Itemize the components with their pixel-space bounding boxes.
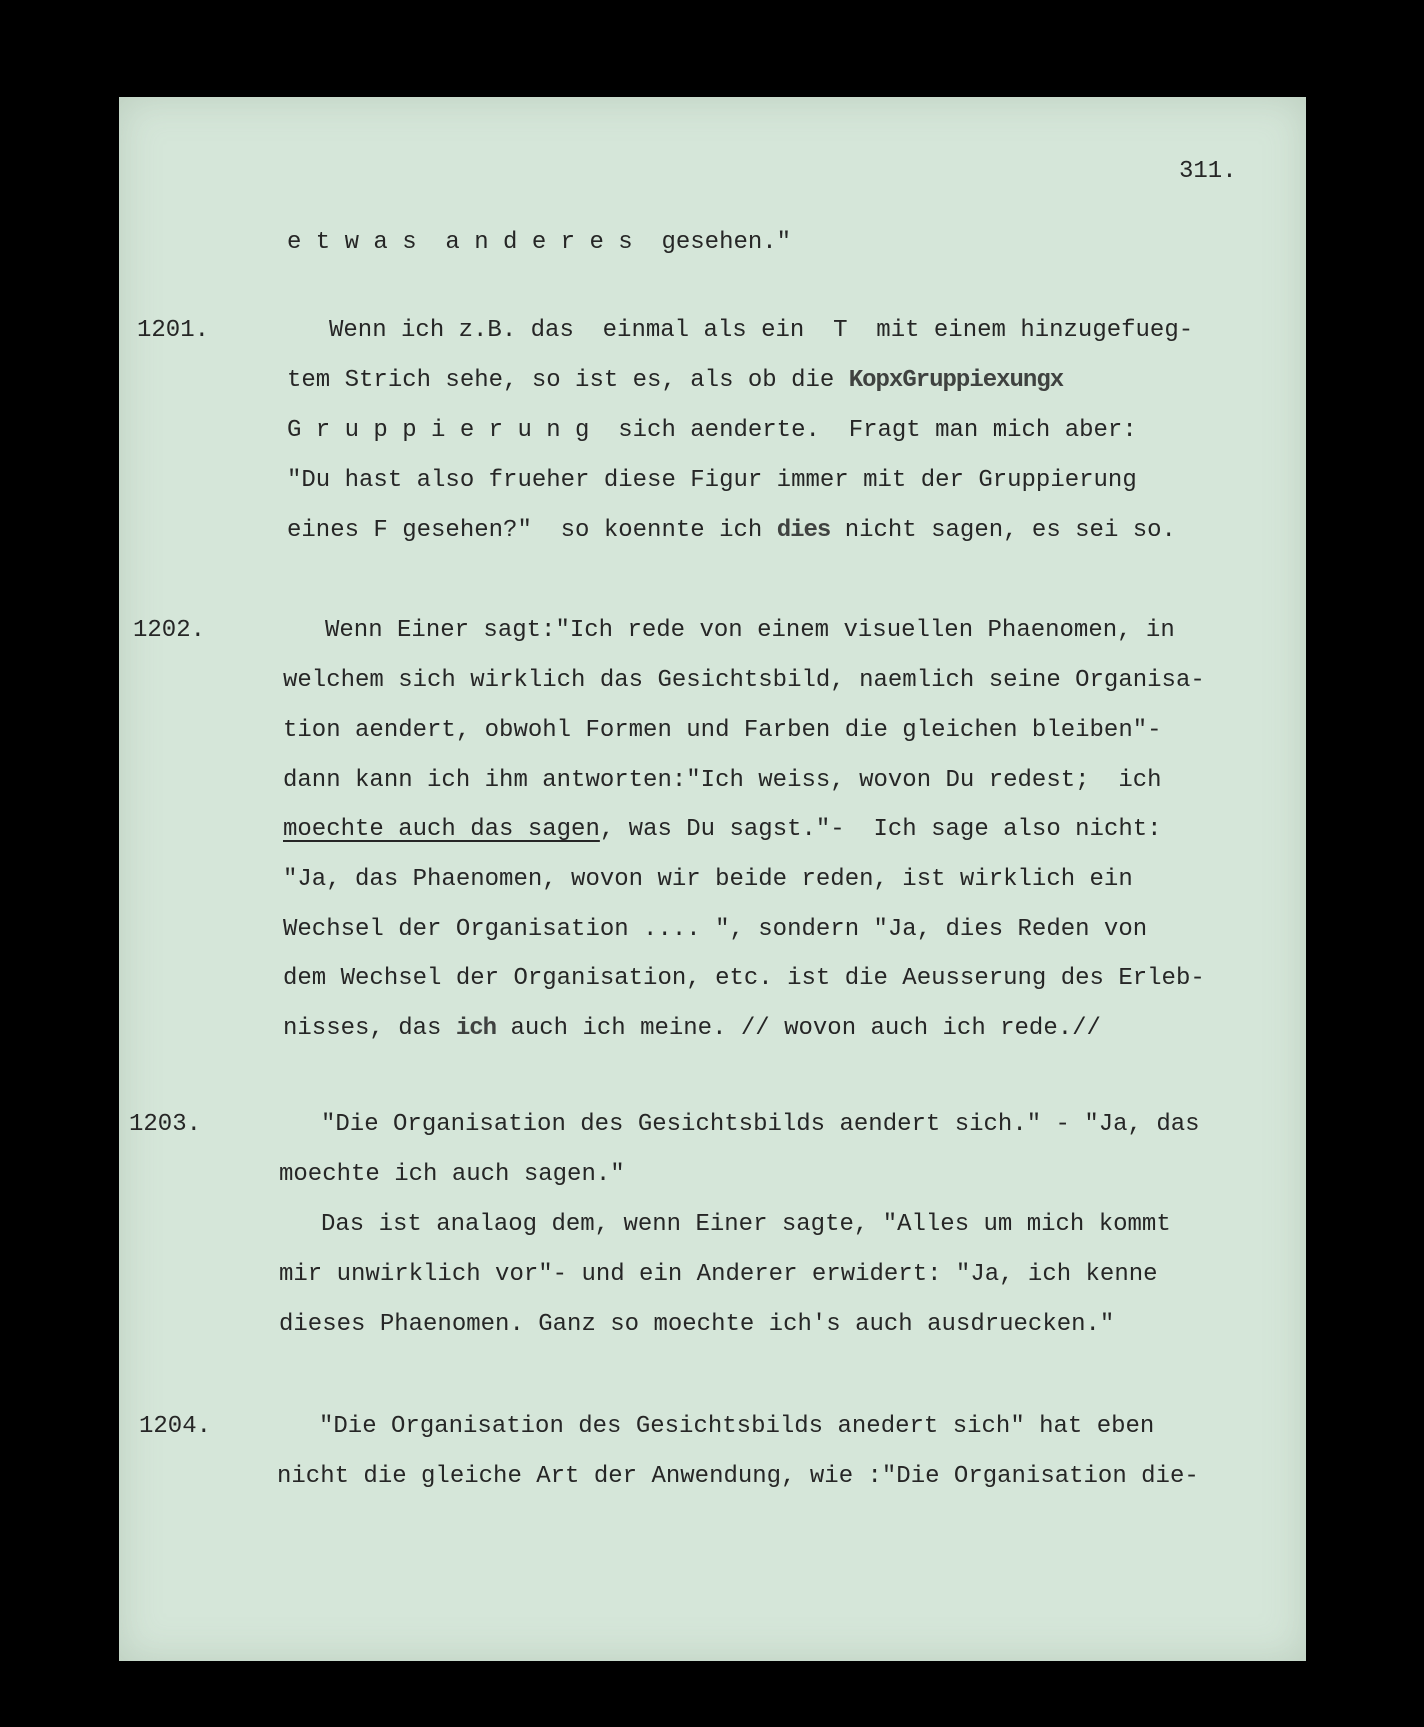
line-text: dem Wechsel der Organisation, etc. ist die Aeusserung des Erleb-: [283, 965, 1205, 992]
text-line: [119, 519, 1306, 549]
remark-1201-line: [119, 319, 1306, 349]
remark-1203-line: [119, 1113, 1306, 1143]
text-line: [119, 967, 1306, 997]
text-line: [119, 1263, 1306, 1293]
line-text: dann kann ich ihm antworten:"Ich weiss, wovon Du redest; ich: [283, 767, 1162, 794]
line-text: Das ist analaog dem, wenn Einer sagte, "Alles um mich kommt: [321, 1211, 1171, 1238]
line-text: Wenn ich z.B. das einmal als ein T mit einem hinzugefueg-: [329, 317, 1194, 344]
line-text: "Die Organisation des Gesichtsbilds aendert sich." - "Ja, das: [321, 1111, 1200, 1138]
typescript-page: [119, 97, 1306, 1661]
line-text: auch ich meine. // wovon auch ich rede.//: [496, 1015, 1101, 1042]
text-line: [119, 1017, 1306, 1047]
remark-number: 1201.: [137, 317, 210, 344]
struck-through-text: dies: [776, 517, 831, 544]
line-text: nisses, das: [283, 1015, 456, 1042]
page-number: 311.: [1179, 158, 1237, 185]
text-line: [119, 818, 1306, 848]
text-line: [119, 1313, 1306, 1343]
remark-number: 1203.: [129, 1111, 202, 1138]
line-text: tion aendert, obwohl Formen und Farben die gleichen bleiben"-: [283, 717, 1162, 744]
line-text: eines F gesehen?" so koennte ich: [287, 517, 777, 544]
underlined-text: moechte auch das sagen: [283, 816, 600, 843]
line-text: Wechsel der Organisation .... ", sondern "Ja, dies Reden von: [283, 916, 1148, 943]
text-line: [119, 419, 1306, 449]
text-line: [119, 918, 1306, 948]
struck-through-text: KopxGruppiexungx: [848, 367, 1064, 394]
line-text: dieses Phaenomen. Ganz so moechte ich's auch ausdruecken.": [279, 1311, 1115, 1338]
line-text: , was Du sagst."- Ich sage also nicht:: [599, 816, 1162, 843]
text-line: [119, 1163, 1306, 1193]
text-line: [119, 231, 1306, 261]
line-text: moechte ich auch sagen.": [279, 1161, 625, 1188]
line-text: nicht die gleiche Art der Anwendung, wie :"Die Organisation die-: [277, 1463, 1199, 1490]
line-text: Wenn Einer sagt:"Ich rede von einem visuellen Phaenomen, in: [325, 617, 1175, 644]
text-line: [119, 1465, 1306, 1495]
text-line: [119, 469, 1306, 499]
line-text: nicht sagen, es sei so.: [830, 517, 1176, 544]
text-line: [119, 769, 1306, 799]
remark-number: 1204.: [139, 1413, 212, 1440]
line-text: "Ja, das Phaenomen, wovon wir beide reden, ist wirklich ein: [283, 866, 1133, 893]
line-text: welchem sich wirklich das Gesichtsbild, naemlich seine Organisa-: [283, 667, 1205, 694]
text-line: [119, 1213, 1306, 1243]
text-line: [119, 669, 1306, 699]
line-text: "Die Organisation des Gesichtsbilds anedert sich" hat eben: [319, 1413, 1155, 1440]
remark-1204-line: [119, 1415, 1306, 1445]
text-line: [119, 868, 1306, 898]
line-text: "Du hast also frueher diese Figur immer mit der Gruppierung: [287, 467, 1137, 494]
line-text: tem Strich sehe, so ist es, als ob die: [287, 367, 849, 394]
struck-through-text: ich: [455, 1015, 497, 1042]
remark-number: 1202.: [133, 617, 206, 644]
text-line: [119, 719, 1306, 749]
line-text: G r u p p i e r u n g sich aenderte. Fragt man mich aber:: [287, 417, 1137, 444]
remark-1202-line: [119, 619, 1306, 649]
line-text: e t w a s a n d e r e s gesehen.": [287, 229, 792, 256]
text-line: [119, 369, 1306, 399]
line-text: mir unwirklich vor"- und ein Anderer erwidert: "Ja, ich kenne: [279, 1261, 1158, 1288]
